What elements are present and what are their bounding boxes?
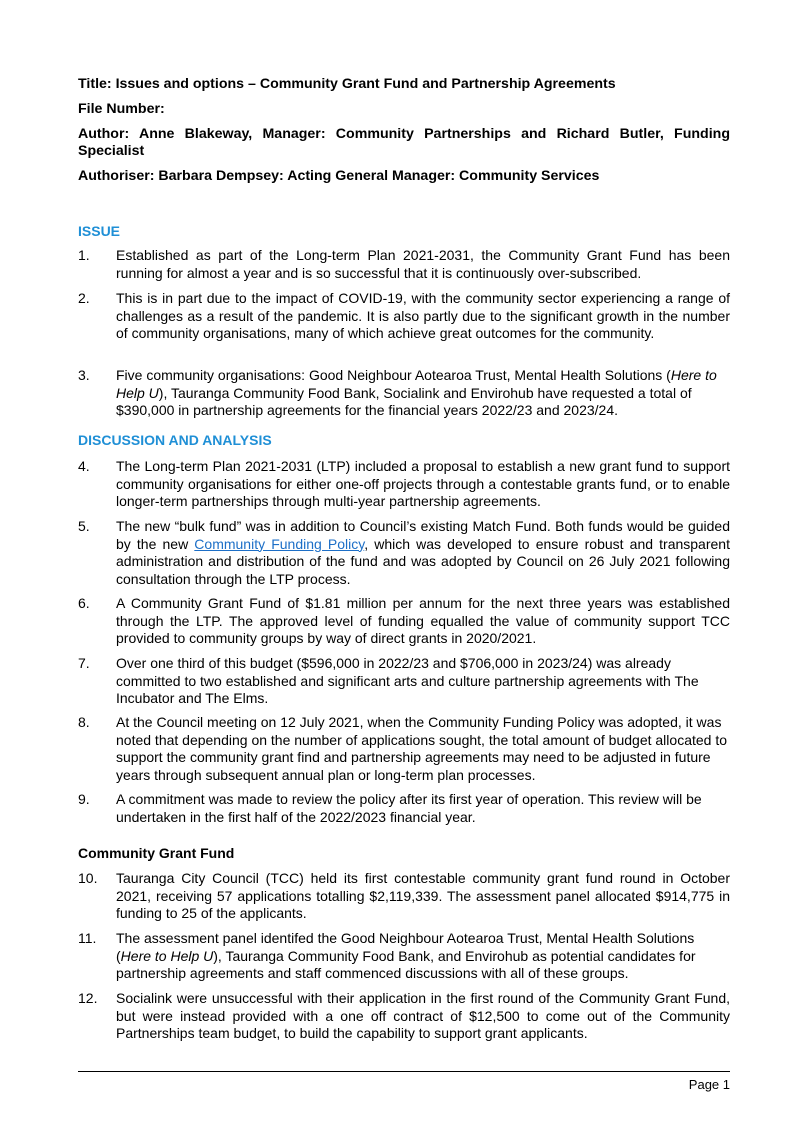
author-line: Author: Anne Blakeway, Manager: Community Partnerships and Richard Butler, Funding Specialist [78,126,730,159]
paragraph-number: 10. [78,870,98,886]
authoriser-value: : Barbara Dempsey: Acting General Manager: Community Services [149,168,600,184]
paragraph-number: 8. [78,714,90,730]
paragraph-7 [78,655,730,708]
paragraph-number: 6. [78,595,90,611]
paragraph-5 [78,518,730,588]
paragraph-2 [78,290,730,343]
paragraph-8 [78,714,730,784]
paragraph-text: At the Council meeting on 12 July 2021, when the Community Funding Policy was adopted, it was noted that depending on the number of applications sought, the total amount of budget allocated to support the community grant find and partnership agreements may need to be adjusted in future years through subsequent annual plan or long-term plan processes. [116,714,728,783]
paragraph-text: The Long-term Plan 2021-2031 (LTP) included a proposal to establish a new grant fund to support community organisations for either one-off projects through a contestable grants fund, or to enable longer-term partnerships through multi-year partnership agreements. [116,458,730,509]
text-run: The assessment panel identifed the Good Neighbour Aotearoa Trust, Mental Health Solutions ( [116,930,695,964]
footer-divider [78,1071,730,1072]
paragraph-text [116,518,730,588]
paragraph-11 [78,930,730,983]
section-heading-issue: ISSUE [78,223,121,239]
paragraph-4 [78,458,730,511]
paragraph-text [116,930,730,983]
paragraph-text: Tauranga City Council (TCC) held its first contestable community grant fund round in October 2021, receiving 57 applications totalling $2,119,339. The assessment panel allocated $914,775 in funding to 25 of the applicants. [116,870,730,921]
paragraph-text: Socialink were unsuccessful with their application in the first round of the Community Grant Fund, but were instead provided with a one off contract of $12,500 to come out of the Community Partnerships team budget, to build the capability to support grant applicants. [116,990,730,1041]
paragraph-3 [78,367,730,420]
paragraph-number: 2. [78,290,90,306]
page-number: Page 1 [688,1077,730,1092]
paragraph-9 [78,791,730,826]
paragraph-text: Established as part of the Long-term Plan 2021-2031, the Community Grant Fund has been running for almost a year and is so successful that it is continuously over-subscribed. [116,247,730,281]
text-run: Five community organisations: Good Neighbour Aotearoa Trust, Mental Health Solutions ( [116,367,671,383]
document-title: Title: Issues and options – Community Grant Fund and Partnership Agreements [78,76,616,92]
paragraph-1 [78,247,730,282]
paragraph-text: A Community Grant Fund of $1.81 million per annum for the next three years was established through the LTP. The approved level of funding equalled the value of community support TCC provided to community groups by way of direct grants in 2020/2021. [116,595,730,646]
section-heading-discussion: DISCUSSION AND ANALYSIS [78,432,272,448]
paragraph-number: 1. [78,247,90,263]
paragraph-number: 3. [78,367,90,383]
authoriser-label: Authoriser [78,168,150,184]
italic-run: Here to Help U [116,367,717,401]
paragraph-6 [78,595,730,648]
paragraph-text: This is in part due to the impact of COVID-19, with the community sector experiencing a range of challenges as a result of the pandemic. It is also partly due to the significant growth in the number of community organisations, many of which achieve great outcomes for the community. [116,290,730,341]
italic-run: Here to Help U [120,947,214,964]
text-run: ), Tauranga Community Food Bank, Socialink and Envirohub have requested a total of $390,000 in partnership agreements for the financial years 2022/23 and 2023/24. [116,384,692,418]
text-run: The new “bulk fund” was in addition to Council’s existing Match Fund. Both funds would be guided by the new [116,518,730,552]
paragraph-number: 7. [78,655,90,671]
paragraph-10 [78,870,730,923]
paragraph-number: 11. [78,930,97,946]
paragraph-text [116,367,730,420]
paragraph-text: A commitment was made to review the policy after its first year of operation. This review will be undertaken in the first half of the 2022/2023 financial year. [116,791,702,825]
paragraph-number: 4. [78,458,90,474]
paragraph-number: 5. [78,518,90,534]
authoriser-line [78,168,730,185]
text-run: ), Tauranga Community Food Bank, and Envirohub as potential candidates for partnership agreements and staff commenced discussions with all of these groups. [116,947,696,981]
paragraph-number: 9. [78,791,90,807]
document-header [78,76,730,193]
paragraph-12 [78,990,730,1043]
file-number: File Number: [78,101,165,117]
text-run: , which was developed to ensure robust and transparent administration and distribution of the fund and was adopted by Council on 26 July 2021 following consultation through the LTP process. [116,535,730,587]
paragraph-number: 12. [78,990,98,1006]
subheading-community-grant-fund: Community Grant Fund [78,845,235,861]
paragraph-text: Over one third of this budget ($596,000 in 2022/23 and $706,000 in 2023/24) was already committed to two established and significant arts and culture partnership agreements with The Incubator and The Elms. [116,655,699,706]
community-funding-policy-link[interactable]: Community Funding Policy [194,535,365,552]
